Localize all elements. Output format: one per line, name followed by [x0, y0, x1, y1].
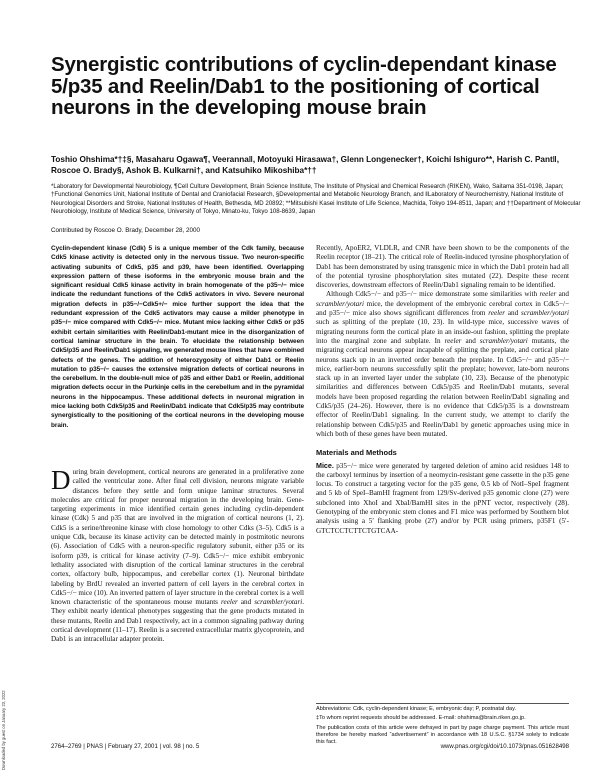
right-column — [316, 244, 569, 536]
affiliations: *Laboratory for Developmental Neurobiology, ¶Cell Culture Development, Brain Science Institute, The Institute of Physical and Chemical Research (RIKEN), Wako, Saitama 351-0198, Japan; †Functional Genomics Unit, National Institute of Dental and Craniofacial Research, §Developmental and Metabolic Neurology Branch, and ‖Laboratory of Neurochemistry, National Institute of Neurological Disorders and Stroke, National Institutes of Health, Bethesda, MD 20892; **Mitsubishi Kasei Institute of Life Science, Machida, Tokyo 194-8511, Japan; and ††Department of Molecular Neurobiology, Institute of Medical Science, University of Tokyo, Minato-ku, Tokyo 108-8639, Japan — [51, 183, 581, 216]
introduction-column — [51, 465, 305, 645]
body-paragraph: Although Cdk5−/− and p35−/− mice demonstrate some similarities with reeler and scrambler/yotari mice, the development of the embryonic cerebral cortex in Cdk5−/− and p35−/− mice also shows significant differences from reeler and scrambler/yotari such as splitting of the preplate (10, 23). In wild-type mice, successive waves of migrating neurons form the cortical plate in an inside-out fashion, splitting the preplate into the marginal zone and subplate. In reeler and scrambler/yotari mutants, the migrating cortical neurons appear incapable of splitting the preplate, and cortical plate neurons stack up in an inverted order beneath the preplate. In Cdk5−/− and p35−/− mice, earlier-born neurons successfully split the preplate; however, late-born neurons stack up in an inverted layer under the subplate (10, 23). Because of the phenotypic similarities and differences between Cdk5/p35 and Reelin/Dab1 mutants, several models have been proposed regarding the relation between Reelin/Dab1 signaling and Cdk5/p35 (24–26). However, there is no evidence that Cdk5/p35 is a downstream effector of Reelin/Dab1 signaling. In the current study, we attempt to clarify the relationship between Cdk5/p35 and Reelin/Dab1 by genetic approaches using mice in which both of these genes have been mutated. — [316, 290, 569, 438]
body-paragraph: Recently, ApoER2, VLDLR, and CNR have been shown to be the components of the Reelin receptor (18–21). The critical role of Reelin-induced tyrosine phosphorylation of Dab1 has been demonstrated by using transgenic mice in which the Dab1 protein had all of the potential tyrosine phosphorylation sites mutated (22). Despite these recent discoveries, downstream effectors of Reelin/Dab1 signaling remain to be identified. — [316, 244, 569, 290]
section-heading-methods: Materials and Methods — [316, 448, 397, 458]
intro-paragraph: During brain development, cortical neurons are generated in a proliferative zone called the ventricular zone. After final cell division, neurons migrate variable distances before they settle and form unique laminar structures. Several molecules are critical for proper neuronal migration in the developing brain. Gene-targeting experiments in mice identified certain genes including cyclin-dependent kinase (Cdk) 5 and p35 that are involved in the migration of cortical neurons (1, 2). Cdk5 is a serine/threonine kinase with close homology to other Cdks (3–5). Cdk5 is a unique Cdk, because its kinase activity can be detected mainly in postmitotic neurons (6). Association of Cdk5 with a neuron-specific regulatory subunit, either p35 or its isoform p39, is critical for kinase activity (7–9). Cdk5−/− mice exhibit embryonic lethality associated with disruption of the cortical laminar structures in the cerebral cortex, olfactory bulb, hippocampus, and cerebellar cortex (1). Neuronal birthdate labeling by BrdU revealed an inverted pattern of cell layers in the cerebral cortex in Cdk5−/− mice (10). An inverted pattern of layer structure in the cerebral cortex is a well known characteristic of the spontaneous mouse mutants reeler and scrambler/yotari. They exhibit nearly identical phenotypes suggesting that the gene products mutated in these mutants, Reelin and Dab1 respectively, act in a common signaling pathway during cortical development (11–17). Reelin is a secreted extracellular matrix glycoprotein, and Dab1 is an intracellular adapter protein. — [51, 465, 305, 644]
footnote-reprint: ‡To whom reprint requests should be addressed. E-mail: ohshima@brain.riken.go.jp. — [316, 715, 526, 722]
footnote-abbreviations: Abbreviations: Cdk, cyclin-dependent kinase; E, embryonic day; P, postnatal day. — [316, 706, 517, 712]
methods-paragraph: Mice. p35−/− mice were generated by targeted deletion of amino acid residues 148 to the carboxyl terminus by insertion of a neomycin-resistant gene cassette in the p35 gene locus. To construct a targeting vector for the p35 gene, 0.5 kb of NotI–SpeI fragment and 5 kb of SpeI–BamHI fragment from 129/Sv-derived p35 genomic clone (27) were subcloned into XhoI and XbaI/BamHI sites in the pPNT vector, respectively (28). Genotyping of the embryonic stem clones and F1 mice was performed by Southern blot analysis using a 5′ flanking probe (27) and/or by PCR using primers, p35F1 (5′-GTCTCCTCTTCTGTCAA- — [316, 461, 569, 535]
footer-citation: 2764–2769 | PNAS | February 27, 2001 | vol. 98 | no. 5 — [51, 743, 200, 750]
drop-cap: D — [51, 465, 71, 495]
download-watermark: Downloaded by guest on January 23, 2022 — [1, 690, 6, 770]
author-list: Toshio Ohshima*†‡§, Masaharu Ogawa¶, Veeranna‖, Motoyuki Hirasawa†, Glenn Longenecker†, Koichi Ishiguro**, Harish C. Pant‖, Roscoe O. Brady§, Ashok B. Kulkarni†, and Katsuhiko Mikoshiba*†† — [51, 155, 560, 176]
paper-title: Synergistic contributions of cyclin-dependant kinase 5/p35 and Reelin/Dab1 to the positioning of cortical neurons in the developing mouse brain — [51, 53, 557, 119]
footer-doi-link[interactable]: www.pnas.org/cgi/doi/10.1073/pnas.051628498 — [440, 743, 569, 750]
abstract: Cyclin-dependent kinase (Cdk) 5 is a unique member of the Cdk family, because Cdk5 kinase activity is detected only in the nervous tissue. Two neuron-specific activating subunits of Cdk5, p35 and p39, have been identified. Overlapping expression pattern of these isoforms in the embryonic mouse brain and the significant residual Cdk5 kinase activity in brain homogenate of the p35−/− mice indicate the redundant functions of the Cdk5 activators in vivo. Severe neuronal migration defects in p35−/−Cdk5+/− mice further support the idea that the redundant expression of the Cdk5 activators may cause a milder phenotype in p35−/− mice compared with Cdk5−/− mice. Mutant mice lacking either Cdk5 or p35 exhibit certain similarities with Reelin/Dab1-mutant mice in the disorganization of cortical laminar structure in the brain. To elucidate the relationship between Cdk5/p35 and Reelin/Dab1 signaling, we generated mouse lines that have combined defects of the genes. The addition of heterozygosity of either Dab1 or Reelin mutation to p35−/− causes the extensive migration defects of cortical neurons in the cerebellum. In the double-null mice of p35 and either Dab1 or Reelin, additional migration defects occur in the Purkinje cells in the cerebellum and in the pyramidal neurons in the hippocampus. These additional defects in neuronal migration in mice lacking both Cdk5/p35 and Reelin/Dab1 indicate that Cdk5/p35 may contribute synergistically to the positioning of the cortical neurons in the developing mouse brain. — [51, 245, 304, 429]
footnote-divider — [316, 703, 569, 704]
contributed-by: Contributed by Roscoe O. Brady, December 28, 2000 — [51, 227, 200, 234]
page-footer — [51, 743, 569, 751]
footnote-charges: The publication costs of this article were defrayed in part by page charge payment. This article must therefore be hereby marked “advertisement” in accordance with 18 U.S.C. §1734 solely to indicate this fact. — [316, 724, 569, 746]
